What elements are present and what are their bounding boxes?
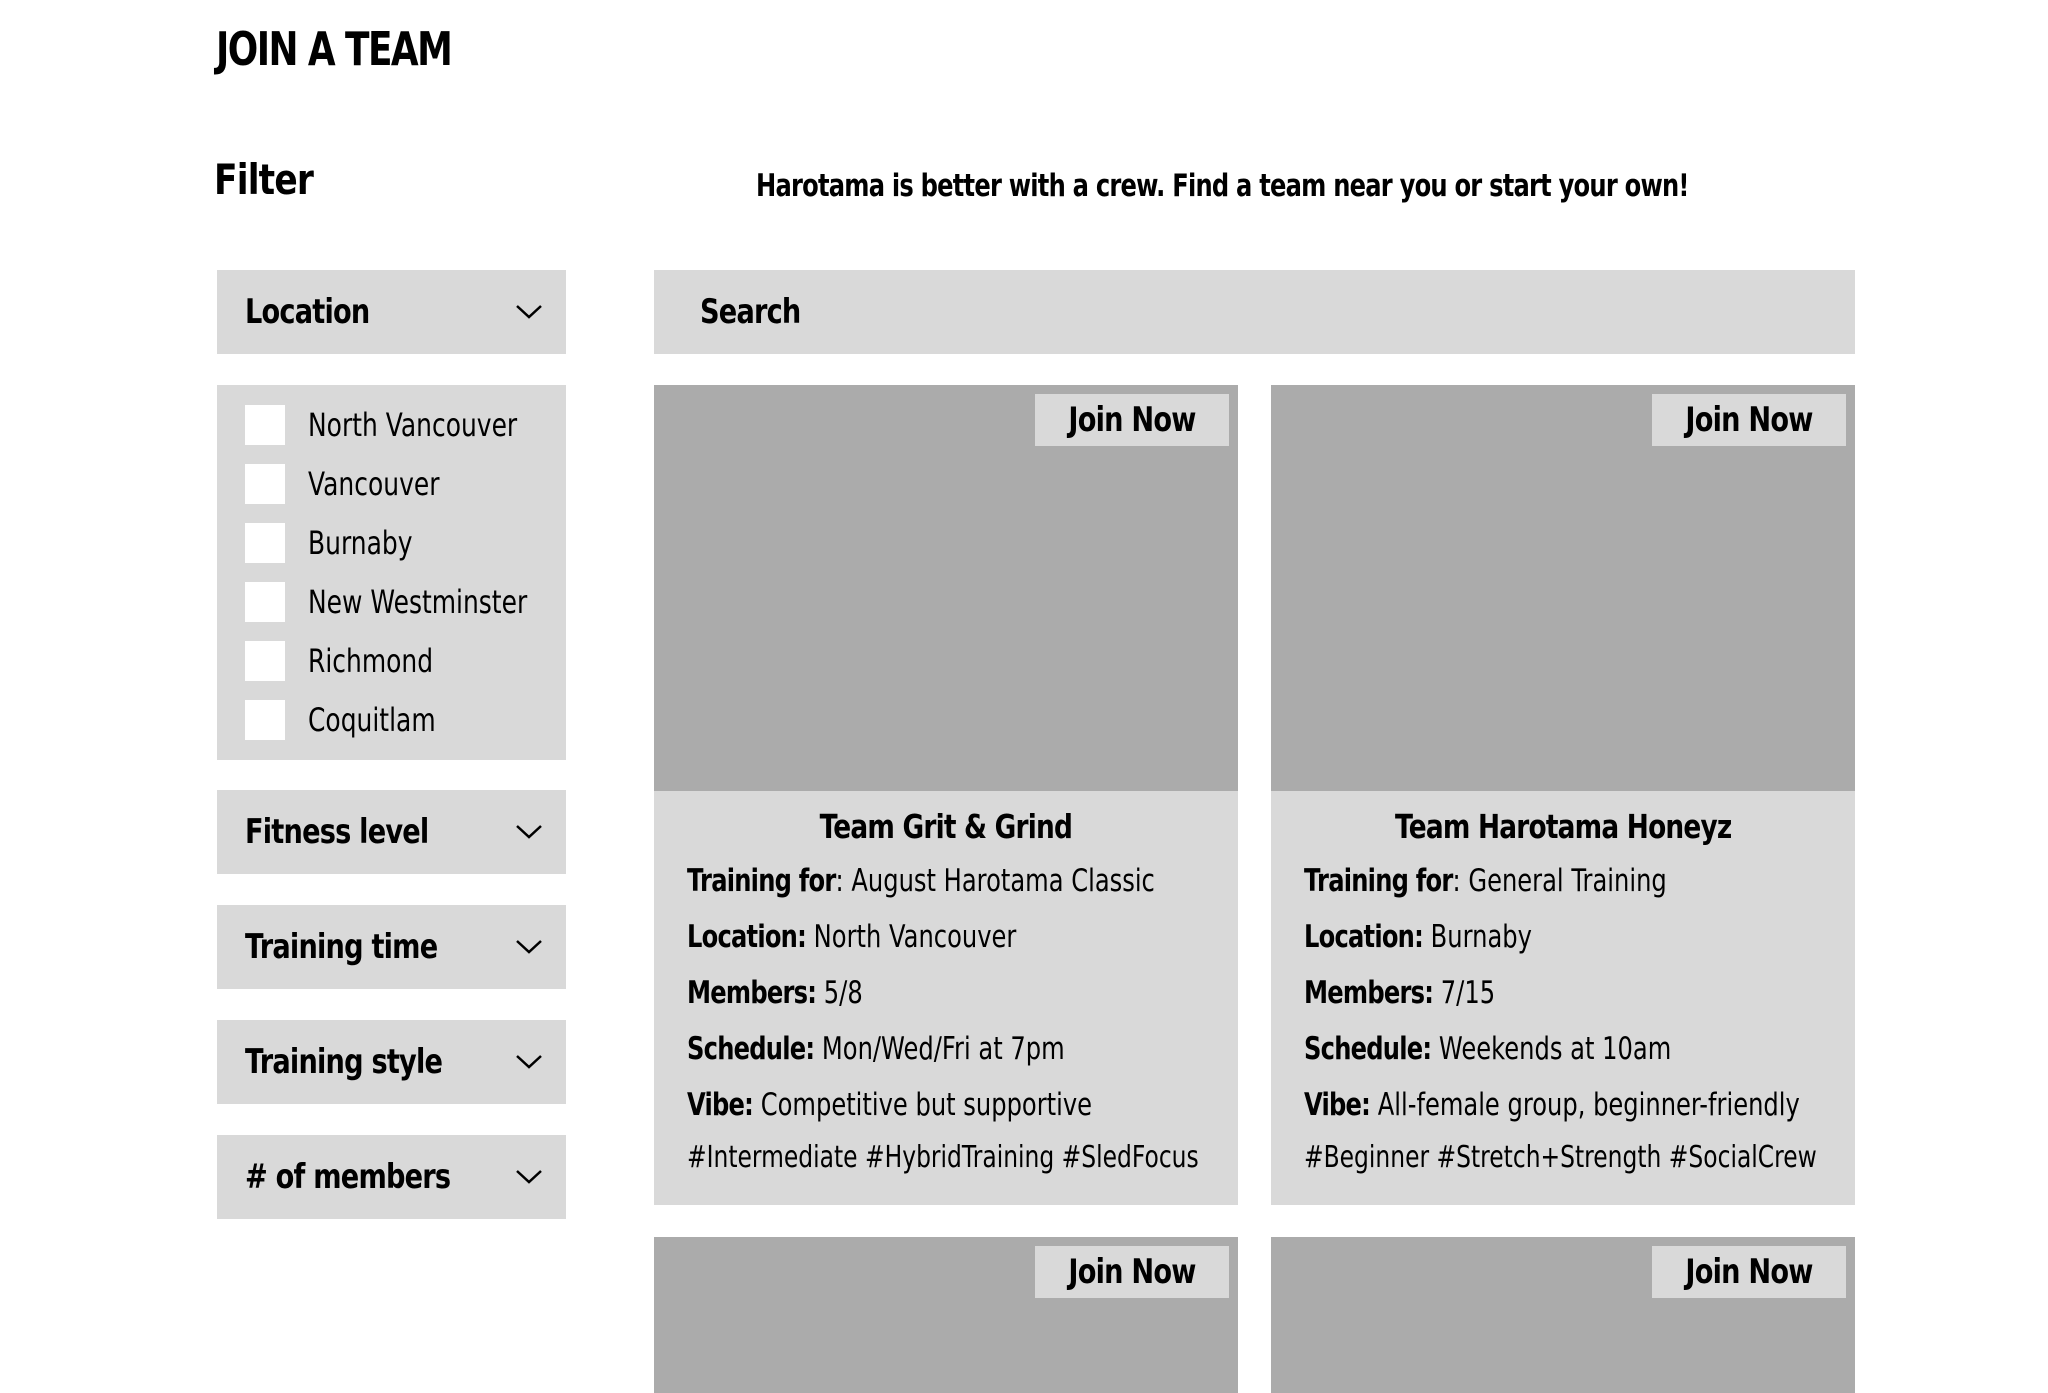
vibe-row: Vibe: All-female group, beginner-friendly (1304, 1087, 1800, 1123)
location-row: Location: North Vancouver (687, 919, 1017, 955)
training-for-row: Training for: General Training (1304, 863, 1667, 899)
location-option-label: North Vancouver (308, 406, 518, 444)
join-now-button[interactable] (1035, 394, 1229, 446)
join-now-label: Join Now (1685, 1252, 1813, 1292)
checkbox[interactable] (245, 405, 285, 445)
members-count-label: # of members (245, 1157, 451, 1197)
team-name: Team Harotama Honeyz (1394, 807, 1732, 846)
location-option-north-vancouver[interactable] (245, 405, 555, 445)
chevron-down-icon (514, 1053, 544, 1071)
filter-heading: Filter (214, 155, 314, 204)
search-placeholder: Search (700, 292, 801, 332)
join-now-label: Join Now (1685, 400, 1813, 440)
location-dropdown-label: Location (245, 292, 370, 332)
fitness-level-dropdown[interactable] (217, 790, 566, 874)
location-dropdown[interactable] (217, 270, 566, 354)
team-tags: #Intermediate #HybridTraining #SledFocus (687, 1140, 1199, 1175)
members-count-dropdown[interactable] (217, 1135, 566, 1219)
join-now-button[interactable] (1035, 1246, 1229, 1298)
team-card-harotama-honeyz (1271, 385, 1855, 1205)
location-option-vancouver[interactable] (245, 464, 555, 504)
chevron-down-icon (514, 303, 544, 321)
checkbox[interactable] (245, 641, 285, 681)
checkbox[interactable] (245, 700, 285, 740)
location-option-label: Burnaby (308, 524, 413, 562)
team-card (1271, 1237, 1855, 1393)
location-options (217, 385, 566, 760)
location-option-coquitlam[interactable] (245, 700, 555, 740)
team-card (654, 1237, 1238, 1393)
checkbox[interactable] (245, 582, 285, 622)
location-option-label: Richmond (308, 642, 434, 680)
location-option-label: Coquitlam (308, 701, 436, 739)
team-tags: #Beginner #Stretch+Strength #SocialCrew (1304, 1140, 1817, 1175)
checkbox[interactable] (245, 523, 285, 563)
join-now-button[interactable] (1652, 394, 1846, 446)
location-option-richmond[interactable] (245, 641, 555, 681)
team-card-grit-and-grind (654, 385, 1238, 1205)
join-now-button[interactable] (1652, 1246, 1846, 1298)
chevron-down-icon (514, 823, 544, 841)
checkbox[interactable] (245, 464, 285, 504)
training-time-label: Training time (245, 927, 438, 967)
training-style-label: Training style (245, 1042, 443, 1082)
members-row: Members: 7/15 (1304, 975, 1496, 1011)
chevron-down-icon (514, 938, 544, 956)
training-style-dropdown[interactable] (217, 1020, 566, 1104)
members-row: Members: 5/8 (687, 975, 863, 1011)
join-now-label: Join Now (1068, 1252, 1196, 1292)
schedule-row: Schedule: Mon/Wed/Fri at 7pm (687, 1031, 1065, 1067)
vibe-row: Vibe: Competitive but supportive (687, 1087, 1093, 1123)
location-row: Location: Burnaby (1304, 919, 1532, 955)
fitness-level-label: Fitness level (245, 812, 429, 852)
schedule-row: Schedule: Weekends at 10am (1304, 1031, 1672, 1067)
training-time-dropdown[interactable] (217, 905, 566, 989)
chevron-down-icon (514, 1168, 544, 1186)
page-tagline: Harotama is better with a crew. Find a team near you or start your own! (756, 168, 1689, 204)
join-now-label: Join Now (1068, 400, 1196, 440)
location-option-burnaby[interactable] (245, 523, 555, 563)
location-option-label: Vancouver (308, 465, 440, 503)
search-input[interactable] (654, 270, 1855, 354)
training-for-row: Training for: August Harotama Classic (687, 863, 1155, 899)
page-title: JOIN A TEAM (216, 22, 452, 76)
team-name: Team Grit & Grind (819, 807, 1073, 846)
location-option-new-westminster[interactable] (245, 582, 555, 622)
location-option-label: New Westminster (308, 583, 528, 621)
